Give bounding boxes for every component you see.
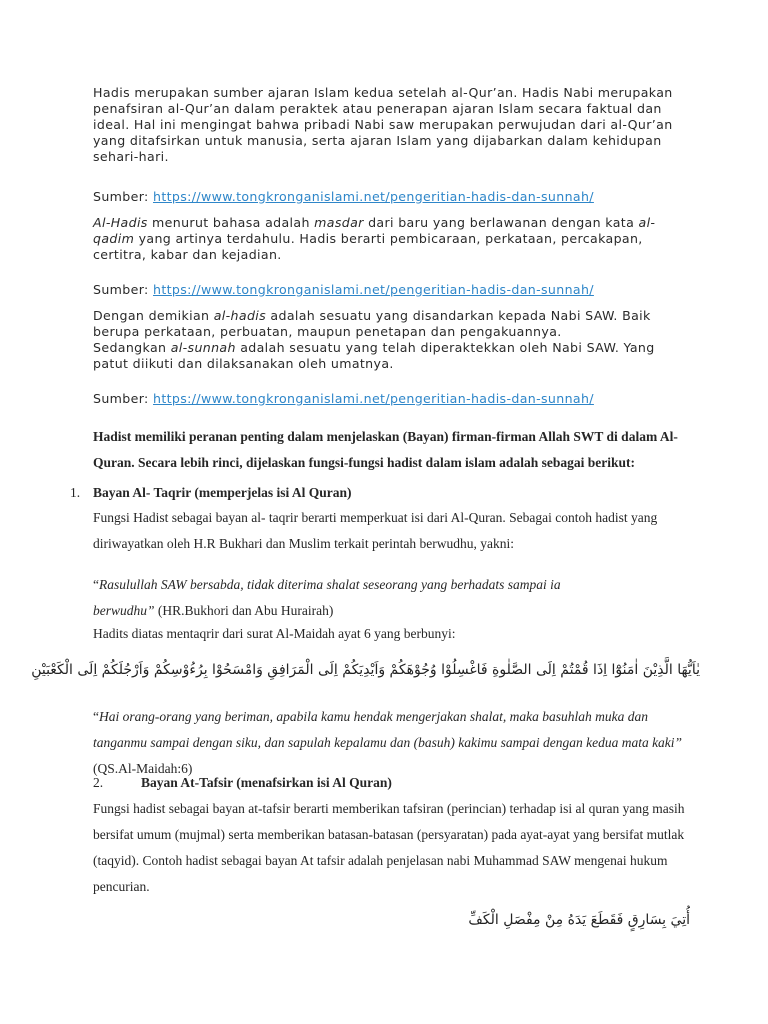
- source-link[interactable]: https://www.tongkronganislami.net/pengeritian-hadis-dan-sunnah/: [153, 391, 594, 406]
- term-masdar: masdar: [314, 215, 364, 230]
- verse-translation: “Hai orang-orang yang beriman, apabila kamu hendak mengerjakan shalat, maka basuhlah muka dan tanganmu sampai dengan siku, dan sapulah kepalamu dan (basuh) kakimu sampai dengan kedua mata kaki” (QS.Al-Maidah:6): [93, 709, 683, 776]
- item-2-paragraph: Fungsi hadist sebagai bayan at-tafsir berarti memberikan tafsiran (perincian) terhadap isi al quran yang masih bersifat umum (mujmal) serta memberikan batasan-batasan (persyaratan) pada ayat-ayat yang bersifat mutlak (taqyid). Contoh hadist sebagai bayan At tafsir adalah penjelasan nabi Muhammad SAW mengenai hukum pencurian.: [93, 801, 685, 894]
- source-label: Sumber:: [93, 391, 149, 406]
- definition-paragraph: Al-Hadis menurut bahasa adalah masdar dari baru yang berlawanan dengan kata al-qadim yang artinya terdahulu. Hadis berarti pembicaraan, perkataan, percakapan, certitra, kabar dan kejadian.: [93, 215, 656, 262]
- source-link[interactable]: https://www.tongkronganislami.net/pengeritian-hadis-dan-sunnah/: [153, 282, 594, 297]
- hadis-sunnah-paragraph: Dengan demikian al-hadis adalah sesuatu yang disandarkan kepada Nabi SAW. Baik berupa perkataan, perbuatan, maupun penetapan dan pengakuannya. Sedangkan al-sunnah adalah sesuatu yang telah diperaktekkan oleh Nabi SAW. Yang patut diikuti dan dilaksanakan oleh umatnya.: [93, 308, 655, 371]
- term-al-hadis: al-hadis: [213, 308, 267, 323]
- source-label: Sumber:: [93, 189, 149, 204]
- arabic-hadith: أُتِيَ بِسَارِقٍ فَقَطَعَ يَدَهُ مِنْ مِفْصَلِ الْكَفِّ: [468, 912, 690, 928]
- source-line: [93, 282, 693, 298]
- term-al-hadis: Al-Hadis: [93, 215, 148, 230]
- list-number-2: 2.: [93, 775, 104, 790]
- item-1-paragraph-2: Hadits diatas mentaqrir dari surat Al-Maidah ayat 6 yang berbunyi:: [93, 626, 456, 641]
- hadith-quote: “Rasulullah SAW bersabda, tidak diterima shalat seseorang yang berhadats sampai ia berwudhu” (HR.Bukhori dan Abu Hurairah): [93, 577, 561, 618]
- functions-intro: Hadist memiliki peranan penting dalam menjelaskan (Bayan) firman-firman Allah SWT di dalam Al-Quran. Secara lebih rinci, dijelaskan fungsi-fungsi hadist dalam islam adalah sebagai berikut:: [93, 429, 678, 470]
- item-2-heading: Bayan At-Tafsir (menafsirkan isi Al Quran): [141, 775, 392, 790]
- item-1-paragraph: Fungsi Hadist sebagai bayan al- taqrir berarti memperkuat isi dari Al-Quran. Sebagai contoh hadist yang diriwayatkan oleh H.R Bukhari dan Muslim terkait perintah berwudhu, yakni:: [93, 510, 658, 551]
- arabic-verse: يٰاَيُّهَا الَّذِيْنَ اٰمَنُوْٓا اِذَا قُمْتُمْ اِلَى الصَّلٰوةِ فَاغْسِلُوْا وُجُوْهَكُمْ وَاَيْدِيَكُمْ اِلَى الْمَرَافِقِ وَامْسَحُوْا بِرُءُوْسِكُمْ وَاَرْجُلَكُمْ اِلَى الْكَعْبَيْنِ: [31, 662, 700, 678]
- source-line: [93, 189, 693, 205]
- item-1-heading: Bayan Al- Taqrir (memperjelas isi Al Quran): [93, 485, 352, 500]
- source-label: Sumber:: [93, 282, 149, 297]
- intro-paragraph: Hadis merupakan sumber ajaran Islam kedua setelah al-Qur’an. Hadis Nabi merupakan penafsiran al-Qur’an dalam peraktek atau penerapan ajaran Islam secara faktual dan ideal. Hal ini mengingat bahwa pribadi Nabi saw merupakan perwujudan dari al-Qur’an yang ditafsirkan untuk manusia, serta ajaran Islam yang dijabarkan dalam kehidupan sehari-hari.: [93, 85, 673, 164]
- term-al-sunnah: al-sunnah: [170, 340, 236, 355]
- term-al-qadim: al-qadim: [93, 215, 656, 246]
- source-line: [93, 391, 693, 407]
- list-number-1: 1.: [70, 485, 81, 500]
- source-link[interactable]: https://www.tongkronganislami.net/pengeritian-hadis-dan-sunnah/: [153, 189, 594, 204]
